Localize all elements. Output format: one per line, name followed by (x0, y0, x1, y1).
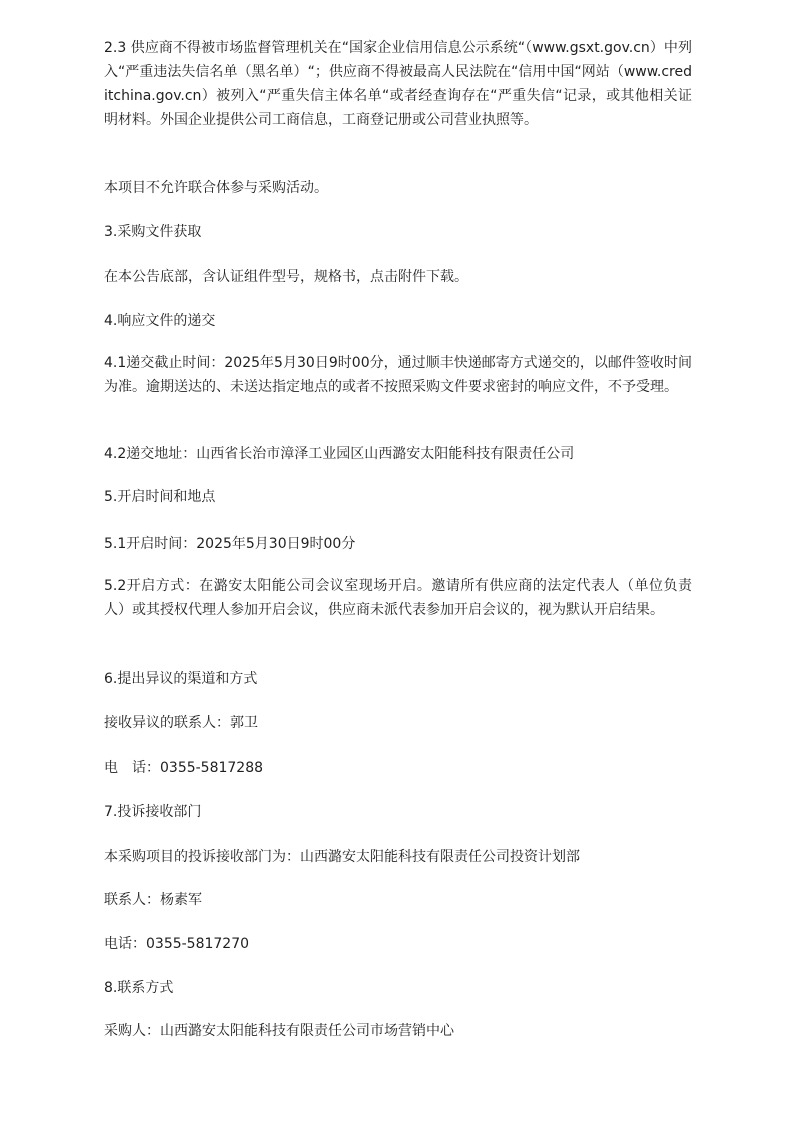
purchaser-paragraph: 采购人：山西潞安太阳能科技有限责任公司市场营销中心 (104, 1023, 454, 1039)
submission-deadline-paragraph: 4.1递交截止时间：2025年5月30日9时00分，通过顺丰快递邮寄方式递交的，以邮件签收时间为准。逾期送达的、未送达指定地点的或者不按照采购文件要求密封的响应文件，不予受理。 (104, 355, 692, 395)
section-heading-contact-info: 8.联系方式 (104, 980, 174, 996)
document-acquisition-paragraph: 在本公告底部，含认证组件型号，规格书，点击附件下载。 (104, 269, 468, 285)
section-heading-complaint-department: 7.投诉接收部门 (104, 804, 202, 820)
complaint-phone-paragraph: 电话：0355-5817270 (104, 936, 250, 952)
objection-contact-paragraph: 接收异议的联系人：郭卫 (104, 715, 258, 731)
objection-phone-paragraph: 电 话：0355-5817288 (104, 760, 264, 776)
section-heading-document-acquisition: 3.采购文件获取 (104, 224, 202, 240)
submission-address-paragraph: 4.2递交地址：山西省长治市漳泽工业园区山西潞安太阳能科技有限责任公司 (104, 446, 575, 462)
opening-time-paragraph: 5.1开启时间：2025年5月30日9时00分 (104, 536, 356, 552)
no-consortium-paragraph: 本项目不允许联合体参与采购活动。 (104, 180, 328, 196)
opening-method-paragraph: 5.2开启方式：在潞安太阳能公司会议室现场开启。邀请所有供应商的法定代表人（单位负责人）或其授权代理人参加开启会议，供应商未派代表参加开启会议的，视为默认开启结果。 (104, 578, 692, 618)
section-heading-objection-channel: 6.提出异议的渠道和方式 (104, 671, 258, 687)
supplier-credit-requirement-paragraph: 2.3 供应商不得被市场监督管理机关在“国家企业信用信息公示系统“（www.gsxt.gov.cn）中列入“严重违法失信名单（黑名单）“；供应商不得被最高人民法院在“信用中国“网站（www.creditchina.gov.cn）被列入“严重失信主体名单“或者经查询存在“严重失信“记录，或其他相关证明材料。外国企业提供公司工商信息，工商登记册或公司营业执照等。 (104, 40, 692, 128)
complaint-department-paragraph: 本采购项目的投诉接收部门为：山西潞安太阳能科技有限责任公司投资计划部 (104, 849, 580, 865)
section-heading-response-submission: 4.响应文件的递交 (104, 313, 216, 329)
section-heading-opening-time-place: 5.开启时间和地点 (104, 489, 216, 505)
complaint-contact-paragraph: 联系人：杨素军 (104, 892, 202, 908)
